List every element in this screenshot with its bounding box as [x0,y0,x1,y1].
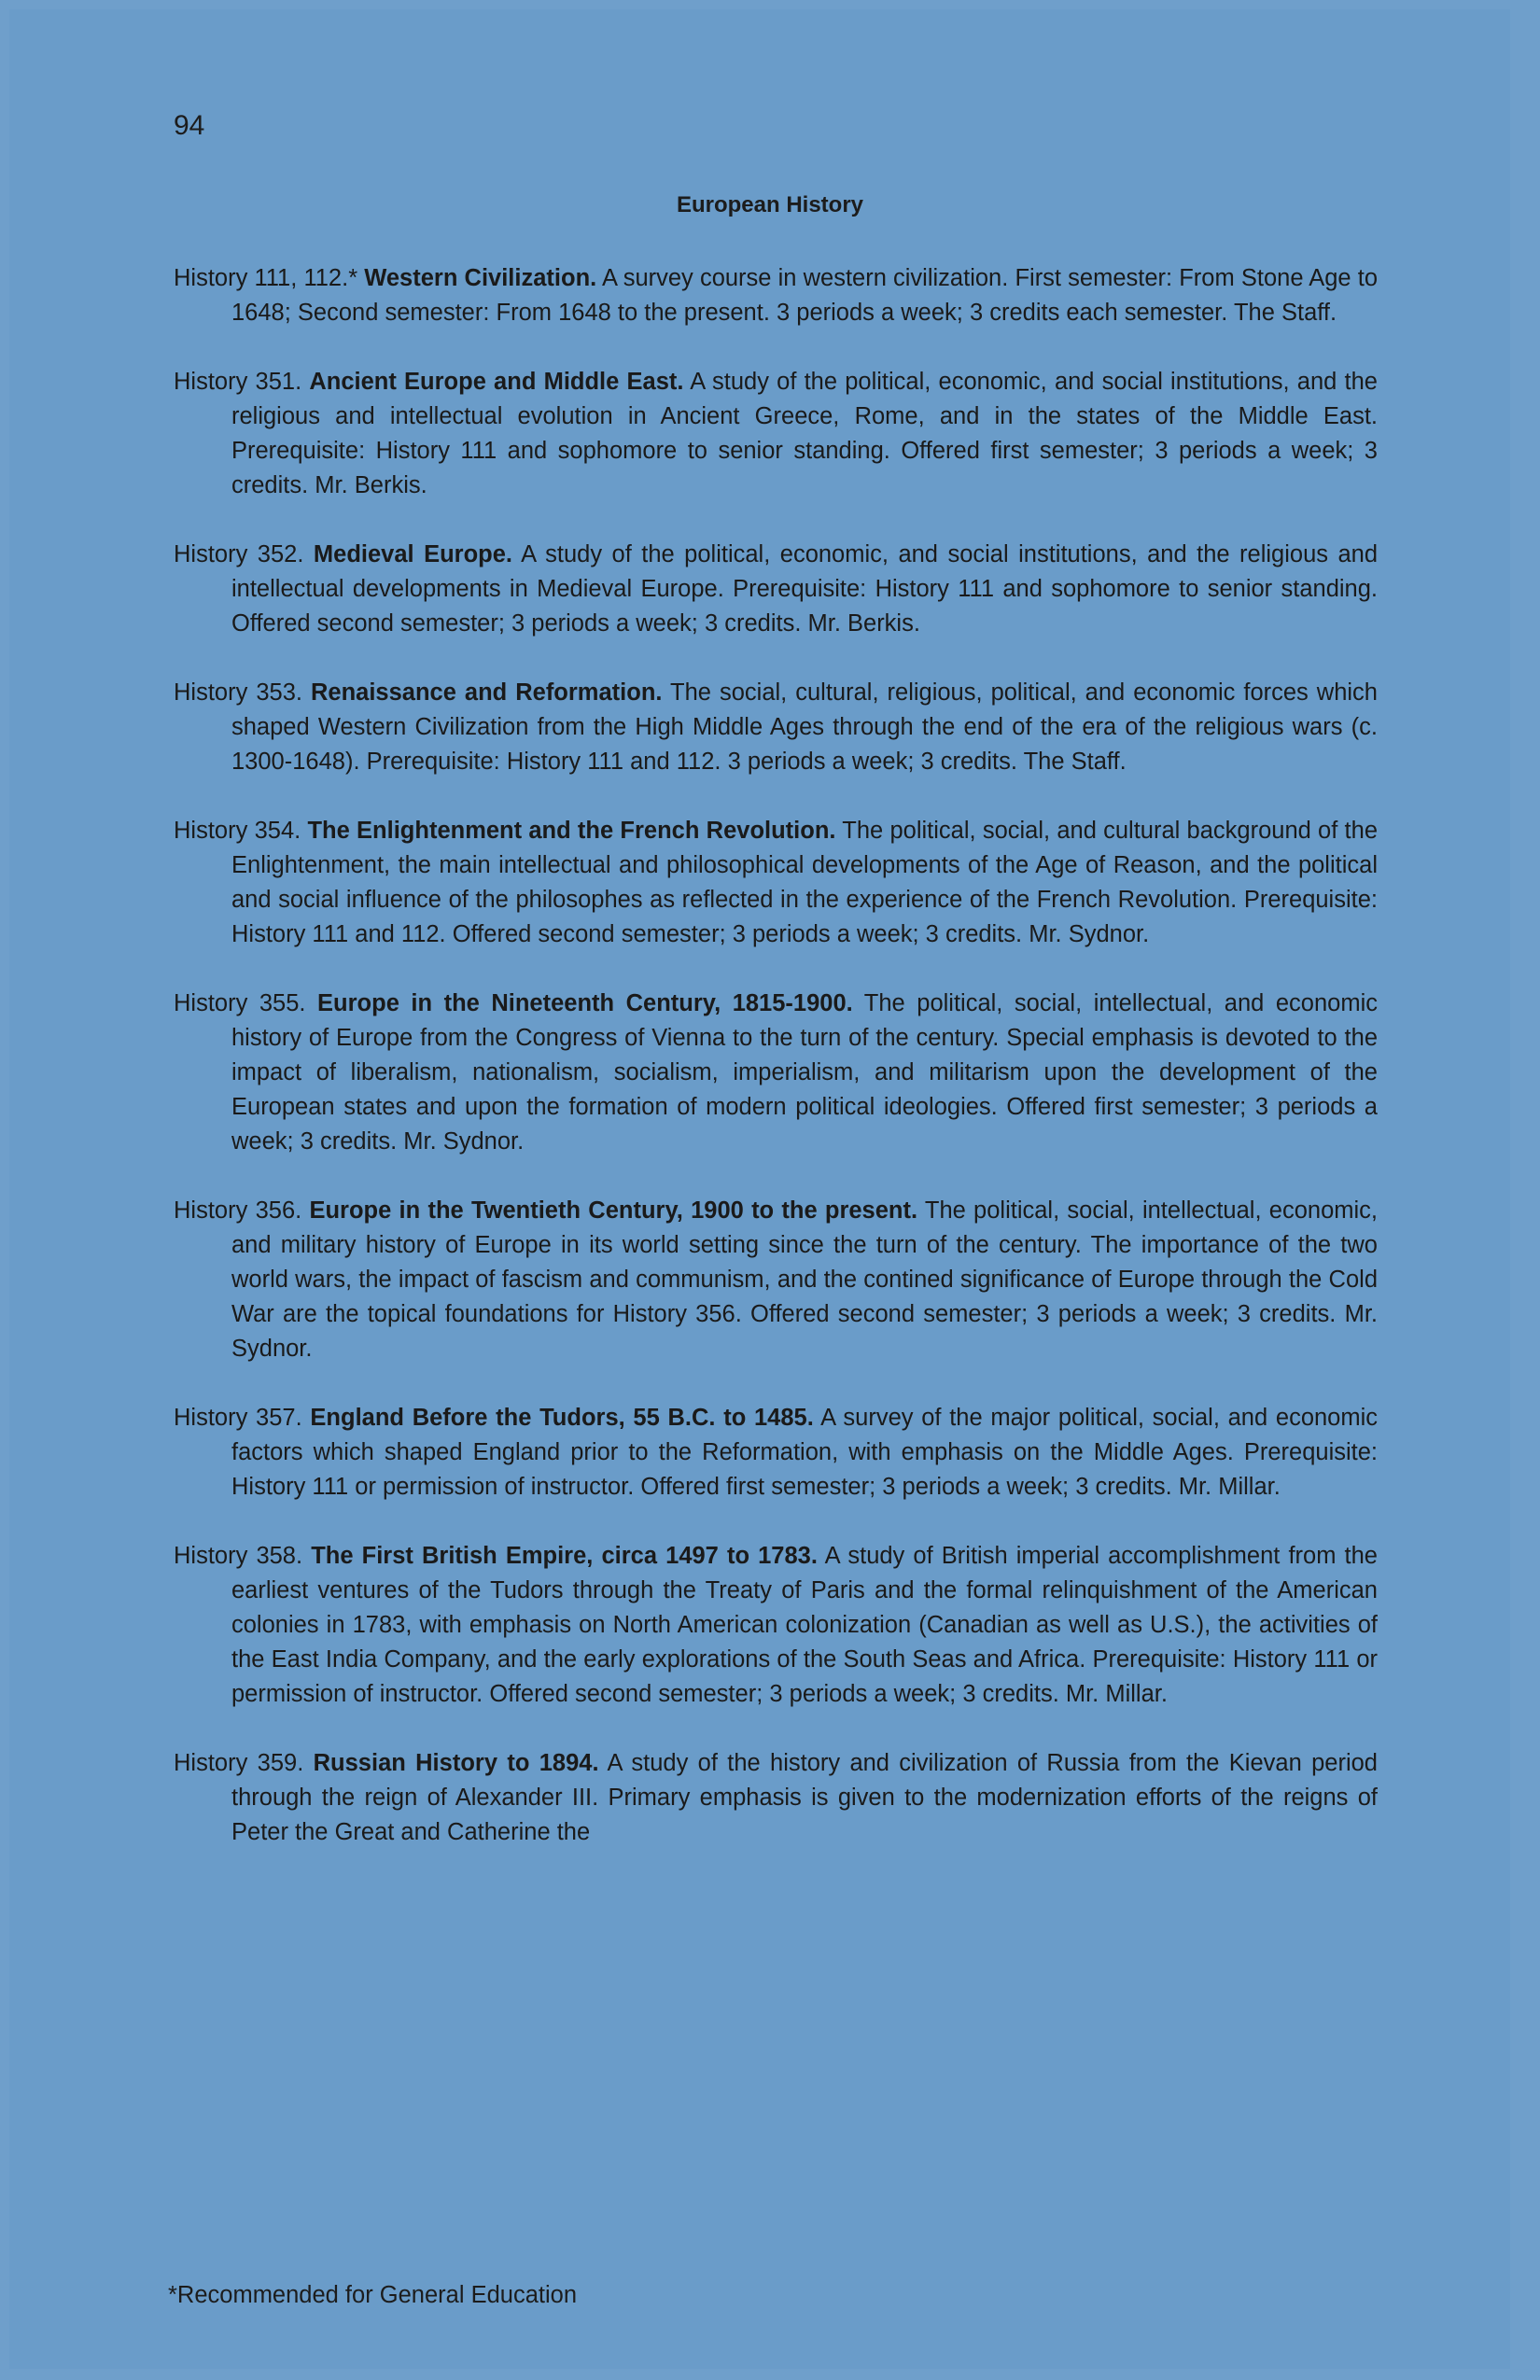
course-description: The political, social, intellectual, economic, and military history of Europe in its world setting since the turn of the century. The importance of the two world wars, the impact of fascism and communism, and the contined significance of Europe through the Cold War are the topical foundations for History 356. Offered second semester; 3 periods a week; 3 credits. Mr. Sydnor. [231,1197,1378,1362]
course-title: Medieval Europe. [313,541,513,567]
course-title: Europe in the Twentieth Century, 1900 to the present. [309,1197,918,1224]
course-description: A survey of the major political, social, and economic factors which shaped England prior to the Reformation, with emphasis on the Middle Ages. Prerequisite: History 111 or permission of instructor. Offered first semester; 3 periods a week; 3 credits. Mr. Millar. [231,1405,1379,1500]
course-number: History 351. [174,369,302,395]
footnote: *Recommended for General Education [168,2282,577,2308]
course-title: Russian History to 1894. [313,1750,599,1776]
course-title: Renaissance and Reformation. [310,679,663,706]
course-entry-355 [174,987,1378,1159]
course-entry-359 [174,1746,1378,1850]
course-description: The political, social, intellectual, and economic history of Europe from the Congress of Vienna to the turn of the century. Special emphasis is devoted to the impact of liberalism, nationalism, socialism, imperialism, and militarism upon the development of the European states and upon the formation of modern political ideologies. Offered first semester; 3 periods a week; 3 credits. Mr. Sydnor. [231,990,1379,1155]
course-title: Western Civilization. [364,265,597,291]
course-description: A study of the political, economic, and social institutions, and the religious and intellectual developments in Medieval Europe. Prerequisite: History 111 and sophomore to senior standing. Offered second semester; 3 periods a week; 3 credits. Mr. Berkis. [231,541,1379,637]
course-list [174,261,1378,1884]
course-description: A survey course in western civilization. First semester: From Stone Age to 1648; Second semester: From 1648 to the present. 3 periods a week; 3 credits each semester. The Staff. [231,265,1378,326]
course-title: The Enlightenment and the French Revolution. [307,818,836,844]
course-description: The political, social, and cultural background of the Enlightenment, the main intellectual and philosophical developments of the Age of Reason, and the political and social influence of the philosophes as reflected in the experience of the French Revolution. Prerequisite: History 111 and 112. Offered second semester; 3 periods a week; 3 credits. Mr. Sydnor. [231,818,1379,947]
course-title: Europe in the Nineteenth Century, 1815-1900. [317,990,853,1016]
course-title: England Before the Tudors, 55 B.C. to 1485. [310,1405,814,1431]
course-description: A study of the political, economic, and social institutions, and the religious and intellectual evolution in Ancient Greece, Rome, and in the states of the Middle East. Prerequisite: History 111 and sophomore to senior standing. Offered first semester; 3 periods a week; 3 credits. Mr. Berkis. [231,369,1378,498]
course-entry-111-112 [174,261,1378,330]
course-entry-356 [174,1194,1378,1366]
course-entry-353 [174,676,1378,779]
course-number: History 356. [174,1197,302,1224]
page-number: 94 [174,110,205,141]
course-entry-357 [174,1401,1378,1505]
course-description: A study of British imperial accomplishment from the earliest ventures of the Tudors through the Treaty of Paris and the formal relinquishment of the American colonies in 1783, with emphasis on North American colonization (Canadian as well as U.S.), the activities of the East India Company, and the early explorations of the South Seas and Africa. Prerequisite: History 111 or permission of instructor. Offered second semester; 3 periods a week; 3 credits. Mr. Millar. [231,1543,1378,1707]
course-number: History 358. [174,1543,303,1569]
course-description: A study of the history and civilization of Russia from the Kievan period through the reign of Alexander III. Primary emphasis is given to the modernization efforts of the reigns of Peter the Great and Catherine the [231,1750,1378,1845]
course-title: The First British Empire, circa 1497 to 1783. [311,1543,818,1569]
course-number: History 357. [174,1405,302,1431]
course-entry-351 [174,365,1378,503]
section-title: European History [676,192,864,217]
course-entry-354 [174,814,1378,952]
course-description: The social, cultural, religious, political, and economic forces which shaped Western Civilization from the High Middle Ages through the end of the era of the religious wars (c. 1300-1648). Prerequisite: History 111 and 112. 3 periods a week; 3 credits. The Staff. [231,679,1378,775]
course-entry-352 [174,538,1378,641]
course-number: History 354. [174,818,301,844]
course-number: History 111, 112.* [174,265,358,291]
course-entry-358 [174,1539,1378,1712]
course-title: Ancient Europe and Middle East. [309,369,684,395]
course-number: History 353. [174,679,302,706]
course-number: History 355. [174,990,306,1016]
course-number: History 352. [174,541,304,567]
course-number: History 359. [174,1750,304,1776]
